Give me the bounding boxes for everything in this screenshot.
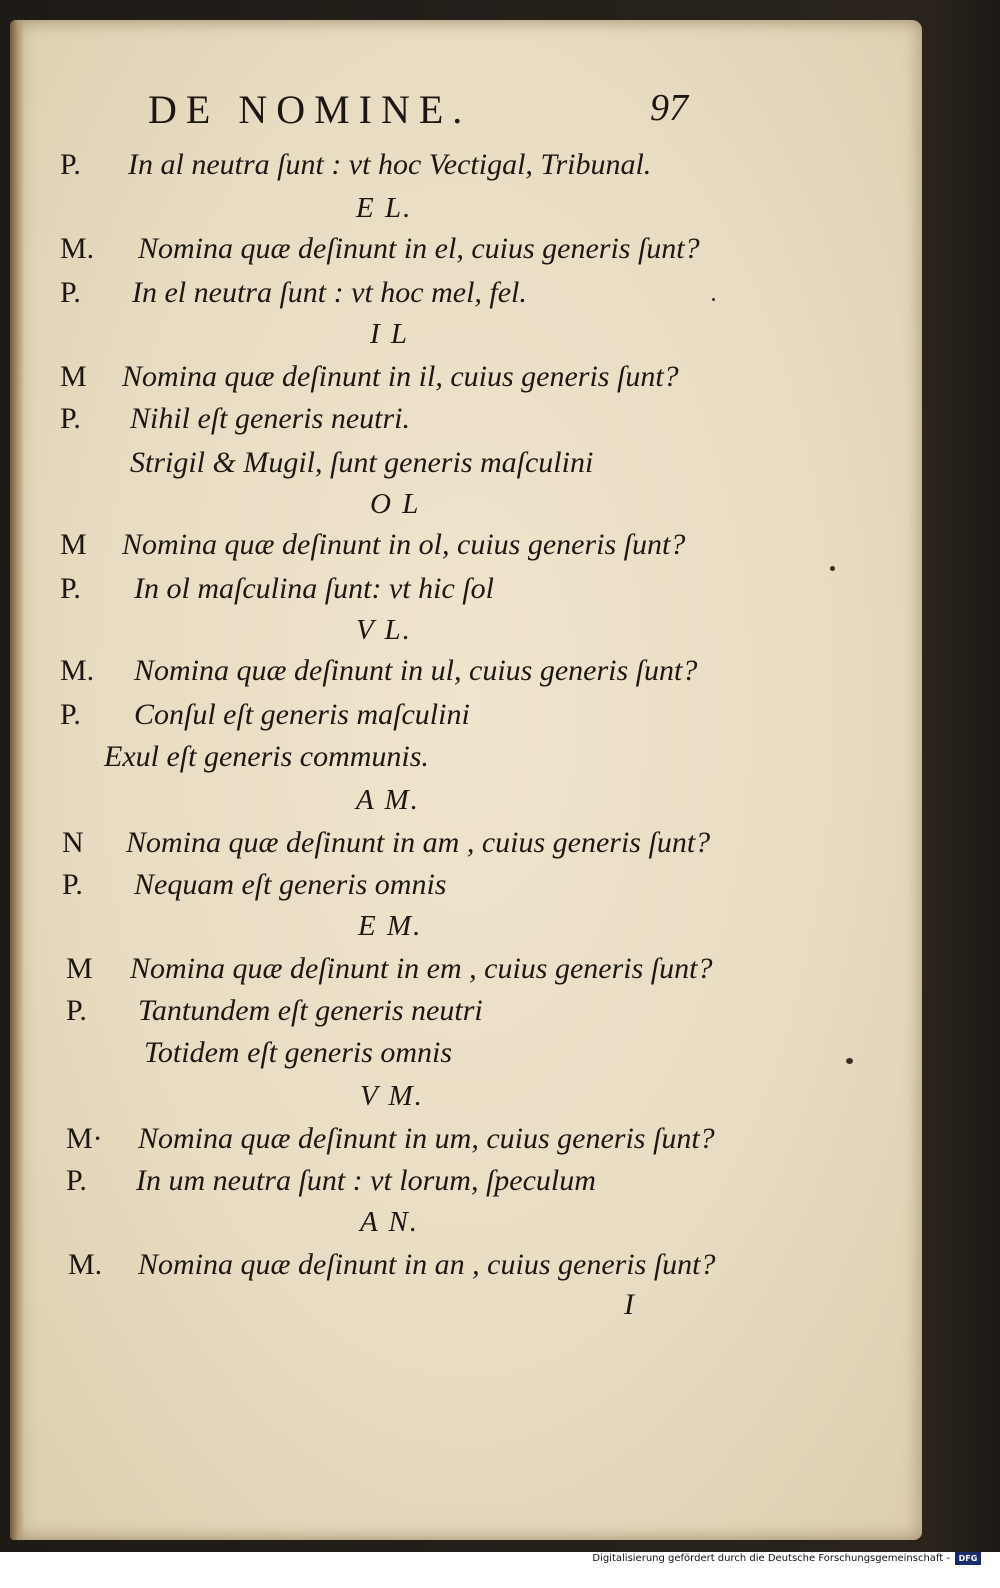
section-heading-line	[0, 784, 912, 824]
dialogue-line	[0, 994, 912, 1034]
dialogue-text: Conſul eſt generis maſculini	[134, 698, 470, 731]
speaker-marker: M·	[66, 1122, 103, 1155]
speaker-marker: N	[62, 826, 84, 859]
dialogue-text: Nomina quæ deſinunt in il, cuius generis ſunt?	[122, 360, 679, 393]
section-heading-line	[0, 488, 912, 528]
dialogue-line	[0, 148, 912, 188]
section-heading: O L	[370, 488, 421, 520]
dialogue-line	[0, 654, 912, 694]
dialogue-line	[0, 740, 912, 780]
section-heading-line	[0, 910, 912, 950]
dialogue-text: Nomina quæ deſinunt in um, cuius generis ſunt?	[138, 1122, 715, 1155]
dialogue-text: In um neutra ſunt : vt lorum, ſpeculum	[136, 1164, 596, 1197]
dialogue-text: Nomina quæ deſinunt in em , cuius generis ſunt?	[130, 952, 713, 985]
dialogue-text: In el neutra ſunt : vt hoc mel, fel.	[132, 276, 527, 309]
dialogue-text: Nomina quæ deſinunt in el, cuius generis ſunt?	[138, 232, 700, 265]
dialogue-line	[0, 572, 912, 612]
dialogue-line	[0, 402, 912, 442]
speaker-marker: M.	[60, 232, 95, 265]
dialogue-line	[0, 698, 912, 738]
dialogue-text: Nihil eſt generis neutri.	[130, 402, 410, 435]
catchword: I	[624, 1288, 634, 1321]
dialogue-line	[0, 232, 912, 272]
speaker-marker: P.	[60, 148, 81, 181]
dialogue-line	[0, 1122, 912, 1162]
section-heading-line	[0, 318, 912, 358]
dialogue-line	[0, 1036, 912, 1076]
section-heading: V M.	[360, 1080, 424, 1112]
dialogue-line	[0, 1248, 912, 1288]
dialogue-text: In al neutra ſunt : vt hoc Vectigal, Tribunal.	[128, 148, 652, 181]
dialogue-line	[0, 952, 912, 992]
speaker-marker: M	[60, 360, 87, 393]
dialogue-line	[0, 276, 912, 316]
dialogue-text: Nomina quæ deſinunt in am , cuius generis ſunt?	[126, 826, 711, 859]
paper-speck	[846, 1058, 853, 1064]
section-heading-line	[0, 614, 912, 654]
dialogue-line	[0, 1164, 912, 1204]
running-head: DE NOMINE.	[148, 87, 472, 132]
speaker-marker: P.	[62, 868, 83, 901]
paper-speck	[830, 566, 835, 571]
paper-speck	[712, 298, 715, 301]
dialogue-text: Nomina quæ deſinunt in an , cuius generis ſunt?	[138, 1248, 716, 1281]
section-heading: V L.	[356, 614, 412, 646]
dialogue-text: Tantundem eſt generis neutri	[138, 994, 483, 1027]
speaker-marker: M.	[68, 1248, 103, 1281]
dialogue-line	[0, 868, 912, 908]
dialogue-text: Nomina quæ deſinunt in ol, cuius generis ſunt?	[122, 528, 686, 561]
dialogue-line	[0, 360, 912, 400]
section-heading-line	[0, 192, 912, 232]
section-heading: I L	[370, 318, 410, 350]
dialogue-text: Nomina quæ deſinunt in ul, cuius generis ſunt?	[134, 654, 698, 687]
dialogue-line	[0, 826, 912, 866]
folio-number: 97	[650, 87, 688, 129]
dialogue-text: In ol maſculina ſunt: vt hic ſol	[134, 572, 494, 605]
speaker-marker: P.	[66, 1164, 87, 1197]
dialogue-text: Nequam eſt generis omnis	[134, 868, 447, 901]
speaker-marker: P.	[60, 402, 81, 435]
section-heading: E M.	[358, 910, 423, 942]
speaker-marker: M	[60, 528, 87, 561]
dialogue-line	[0, 528, 912, 568]
section-heading-line	[0, 1080, 912, 1120]
section-heading-line	[0, 1206, 912, 1246]
speaker-marker: M.	[60, 654, 95, 687]
section-heading: E L.	[356, 192, 413, 224]
dialogue-line	[0, 446, 912, 486]
funding-credit: Digitalisierung gefördert durch die Deutsche Forschungsgemeinschaft -	[592, 1553, 950, 1564]
dfg-logo: DFG	[955, 1552, 981, 1565]
speaker-marker: P.	[60, 698, 81, 731]
dialogue-text: Strigil & Mugil, ſunt generis maſculini	[130, 446, 594, 479]
section-heading: A M.	[356, 784, 420, 816]
speaker-marker: P.	[60, 572, 81, 605]
speaker-marker: P.	[60, 276, 81, 309]
dialogue-text: Exul eſt generis communis.	[104, 740, 429, 773]
dialogue-text: Totidem eſt generis omnis	[144, 1036, 453, 1069]
speaker-marker: P.	[66, 994, 87, 1027]
speaker-marker: M	[66, 952, 93, 985]
section-heading: A N.	[360, 1206, 420, 1238]
